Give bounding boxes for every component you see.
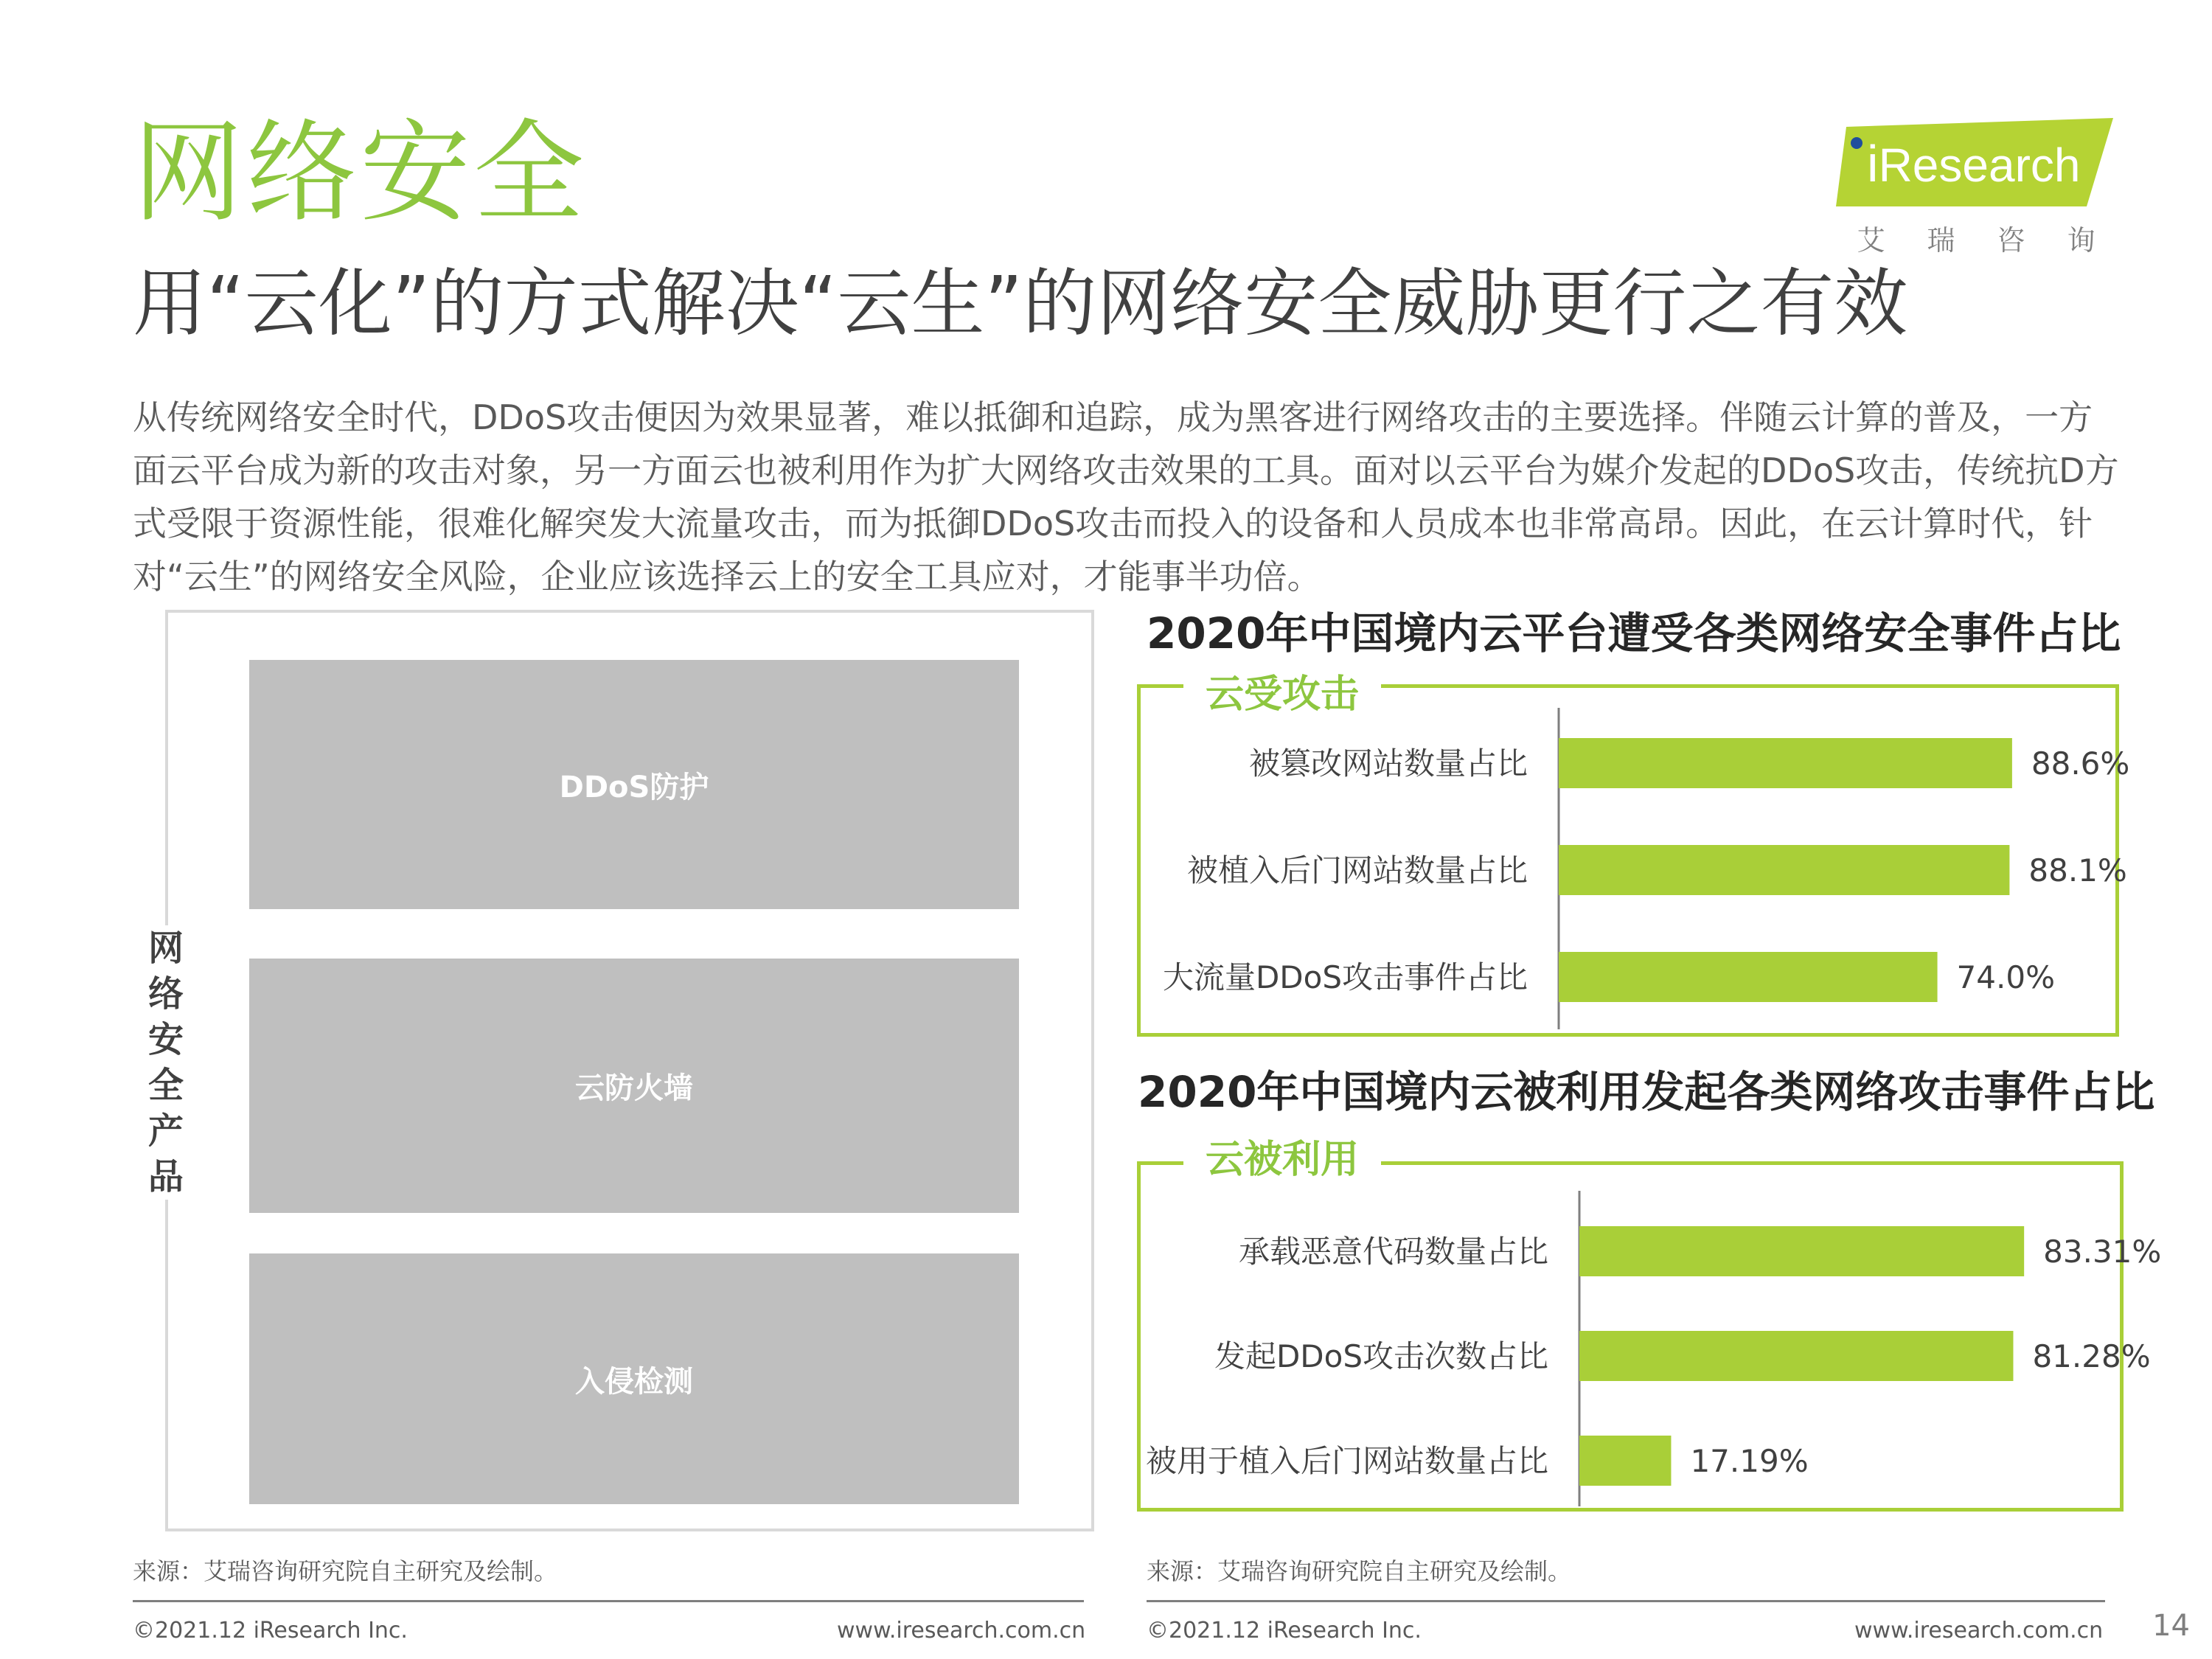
logo-text: iResearch [1867, 135, 2081, 192]
iresearch-logo [1836, 118, 2116, 257]
product-category-label [140, 925, 192, 1200]
body-paragraph: 从传统网络安全时代，DDoS攻击便因为效果显著，难以抵御和追踪，成为黑客进行网络攻击的主要选择。伴随云计算的普及，一方面云平台成为新的攻击对象，另一方面云也被利用作为扩大网络攻击效果的工具。面对以云平台为媒介发起的DDoS攻击，传统抗D方式受限于资源性能，很难化解突发大流量攻击，而为抵御DDoS攻击而投入的设备和人员成本也非常高昂。因此，在云计算时代，针对“云生”的网络安全风险，企业应该选择云上的安全工具应对，才能事半功倍。 [133, 397, 2119, 597]
logo-cn-char: 瑞 [1927, 224, 1955, 257]
footer-url-right: www.iresearch.com.cn [1854, 1618, 2104, 1644]
chart-category-label: 发起DDoS攻击次数占比 [1214, 1338, 1548, 1374]
chart-bar [1559, 738, 2012, 788]
chart-data-label: 81.28% [2032, 1338, 2151, 1374]
chart-bar [1579, 1436, 1671, 1486]
page-title: 网络安全 [133, 109, 588, 237]
chart-data-label: 88.6% [2031, 745, 2130, 782]
product-category-label-char: 网 [147, 928, 184, 969]
chart-category-label: 被篡改网站数量占比 [1248, 745, 1528, 782]
product-category-label-char: 络 [147, 973, 184, 1015]
chart-data-label: 17.19% [1690, 1443, 1809, 1479]
chart-data-label: 74.0% [1956, 959, 2055, 995]
chart1-group-label: 云受攻击 [1183, 675, 1381, 714]
footer-copyright-right: ©2021.12 iResearch Inc. [1147, 1618, 1422, 1644]
chart-category-label: 被植入后门网站数量占比 [1186, 852, 1528, 888]
chart2-group-label: 云被利用 [1183, 1141, 1381, 1179]
product-box-ddos: DDoS防护 [249, 660, 1019, 909]
chart-bar [1559, 952, 1938, 1002]
footer-rule-left [133, 1600, 1084, 1602]
logo-cn-char: 咨 [1997, 224, 2025, 257]
footer-rule-right [1147, 1600, 2105, 1602]
product-category-label-char: 产 [147, 1110, 184, 1152]
chart2-plot [1137, 1161, 2162, 1512]
logo-cn-text [1836, 218, 2116, 258]
source-note-right: 来源：艾瑞咨询研究院自主研究及绘制。 [1147, 1557, 1572, 1585]
chart-category-label: 承载恶意代码数量占比 [1238, 1234, 1548, 1270]
chart2-title: 2020年中国境内云被利用发起各类网络攻击事件占比 [1138, 1067, 2155, 1117]
chart1-plot [1137, 684, 2130, 1037]
page-number: 14 [2152, 1609, 2190, 1643]
product-category-label-char: 品 [147, 1156, 184, 1197]
source-note-left: 来源：艾瑞咨询研究院自主研究及绘制。 [133, 1557, 558, 1585]
logo-cn-char: 艾 [1857, 224, 1885, 257]
chart-data-label: 83.31% [2043, 1234, 2162, 1270]
footer-copyright-left: ©2021.12 iResearch Inc. [133, 1618, 408, 1644]
chart-category-label: 被用于植入后门网站数量占比 [1145, 1443, 1548, 1479]
logo-dot-icon [1851, 137, 1863, 149]
chart-bar [1579, 1226, 2024, 1276]
logo-cn-char: 询 [2067, 224, 2096, 257]
product-box-firewall: 云防火墙 [249, 959, 1019, 1213]
product-box-intrusion: 入侵检测 [249, 1253, 1019, 1504]
chart-data-label: 88.1% [2028, 852, 2127, 888]
product-category-label-char: 全 [147, 1065, 184, 1106]
chart1-title: 2020年中国境内云平台遭受各类网络安全事件占比 [1147, 608, 2121, 658]
footer-url-left: www.iresearch.com.cn [837, 1618, 1086, 1644]
chart-bar [1559, 845, 2009, 895]
page-subtitle: 用“云化”的方式解决“云生”的网络安全威胁更行之有效 [133, 260, 1908, 347]
chart-category-label: 大流量DDoS攻击事件占比 [1162, 959, 1528, 995]
chart-bar [1579, 1331, 2013, 1381]
product-category-label-char: 安 [147, 1019, 184, 1060]
